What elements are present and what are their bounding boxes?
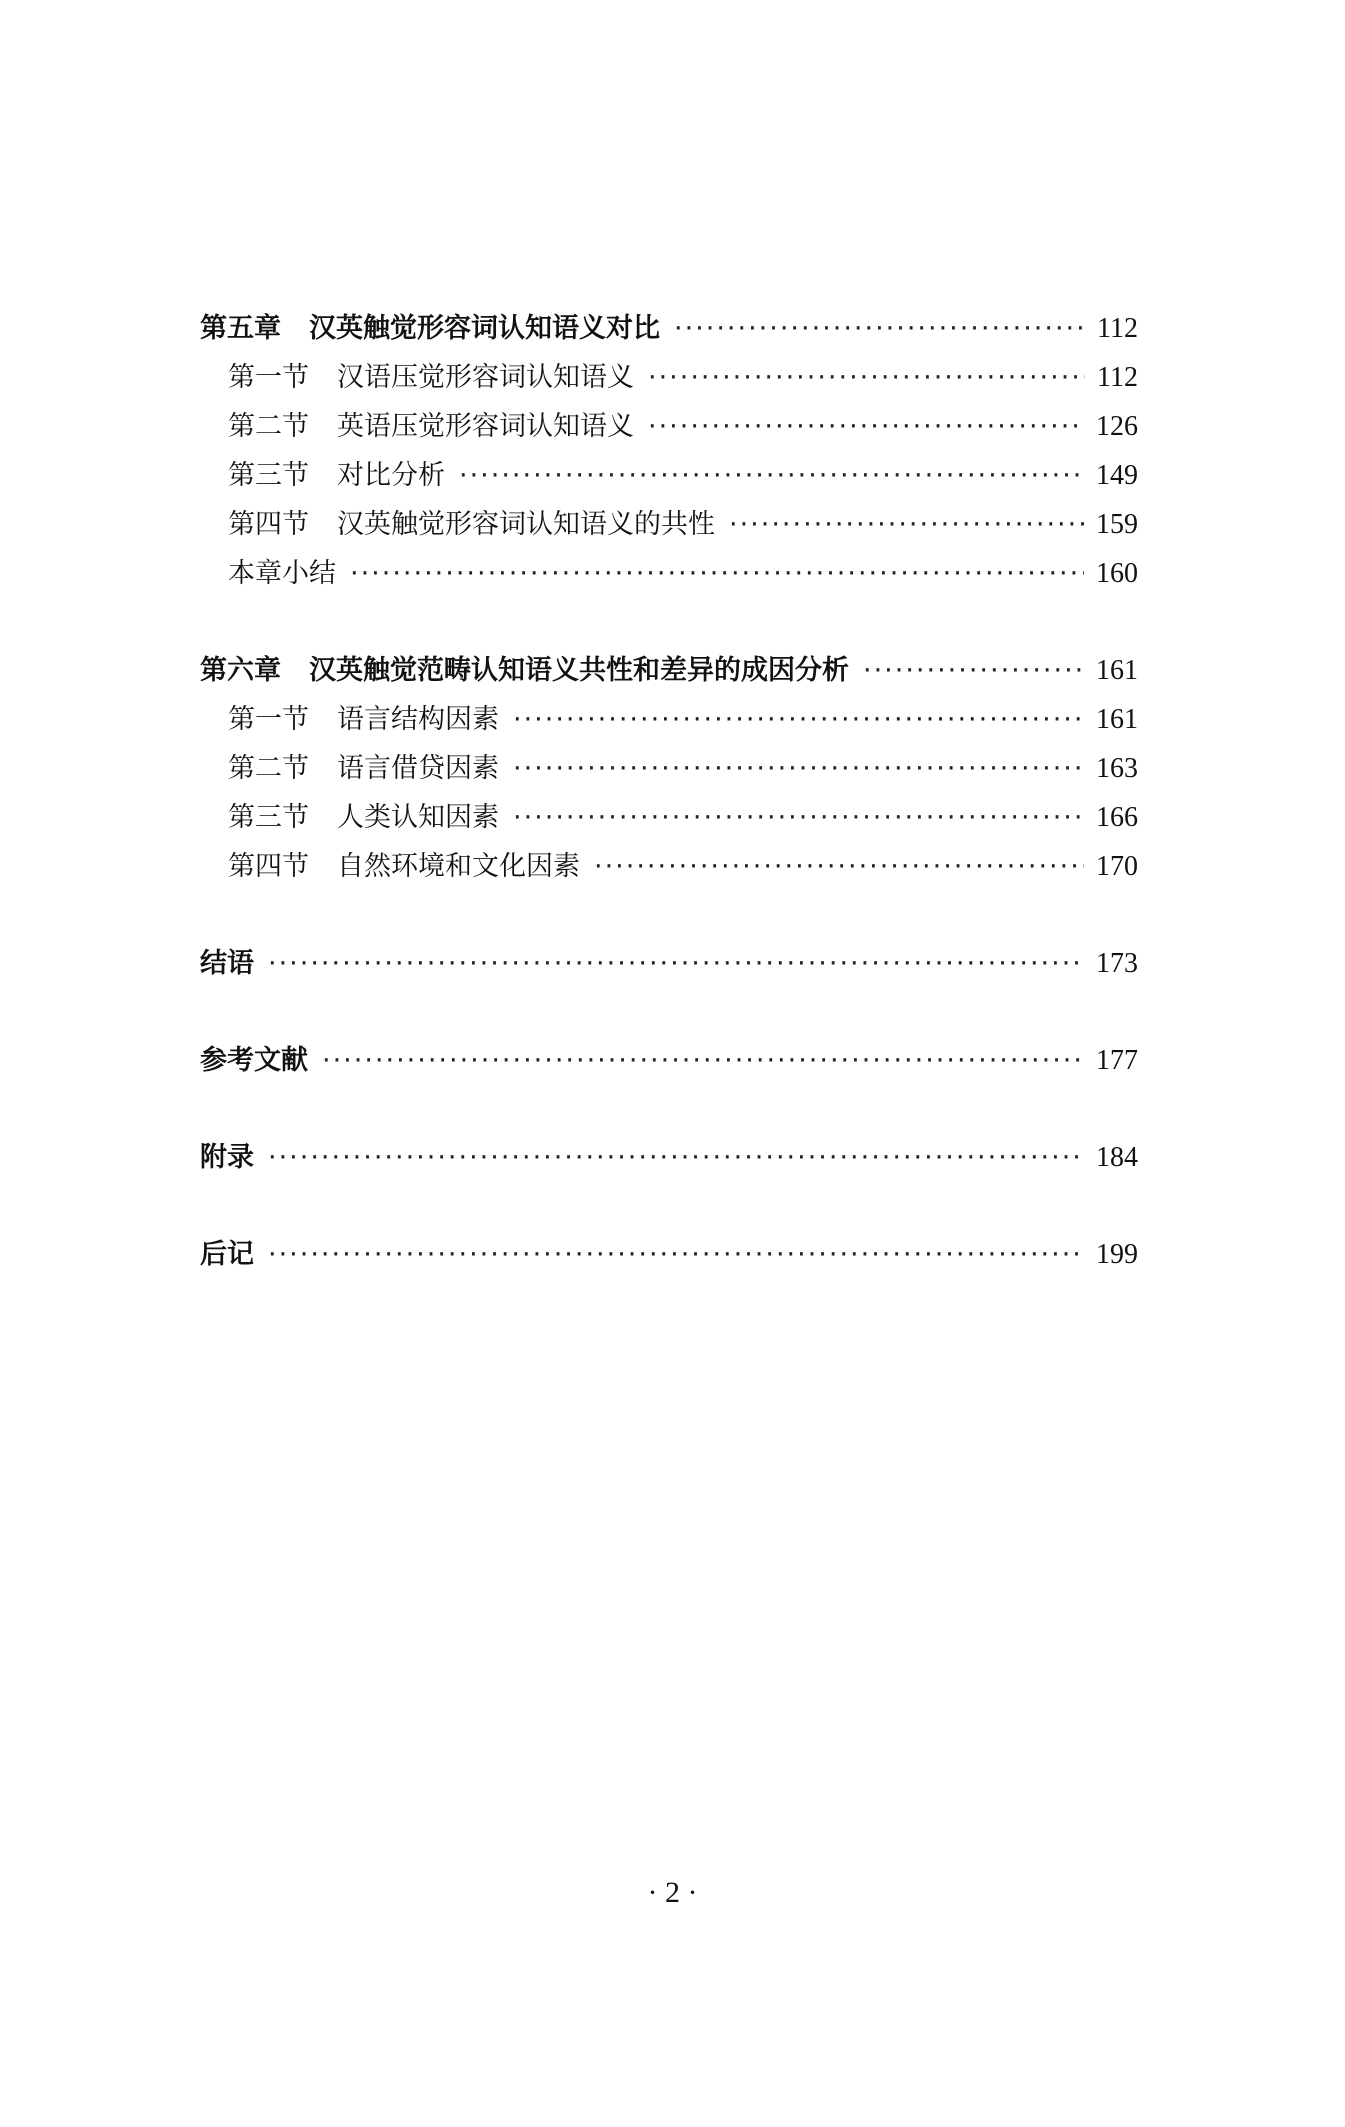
page-ref: 160 [1096, 558, 1138, 589]
toc-entry-chapter-summary[interactable] [200, 549, 1138, 598]
section-label: 第四节 [228, 851, 309, 882]
page-ref: 170 [1096, 851, 1138, 882]
table-of-contents [200, 304, 1138, 1327]
entry-title: 结语 [200, 948, 254, 979]
section-label: 第一节 [228, 362, 309, 393]
chapter-5-group [200, 304, 1138, 598]
page-ref: 199 [1096, 1239, 1138, 1270]
dot-leader [268, 1133, 1084, 1182]
toc-entry-section[interactable] [200, 500, 1138, 549]
toc-entry-appendix[interactable] [200, 1133, 1138, 1182]
section-title: 汉语压觉形容词认知语义 [337, 362, 634, 393]
page-ref: 177 [1096, 1045, 1138, 1076]
toc-entry-section[interactable] [200, 695, 1138, 744]
dot-leader [513, 695, 1084, 744]
dot-leader [459, 451, 1084, 500]
page-ref: 163 [1096, 753, 1138, 784]
chapter-label: 第六章 [200, 655, 281, 686]
page-ref: 173 [1096, 948, 1138, 979]
section-title: 人类认知因素 [337, 802, 499, 833]
toc-entry-postscript[interactable] [200, 1230, 1138, 1279]
section-label: 第四节 [228, 509, 309, 540]
dot-leader [513, 744, 1084, 793]
appendix-group [200, 1133, 1138, 1182]
page-number: · 2 · [647, 1876, 698, 1909]
toc-entry-chapter-5[interactable] [200, 304, 1138, 353]
dot-leader [350, 549, 1084, 598]
section-label: 第二节 [228, 753, 309, 784]
page-ref: 149 [1096, 460, 1138, 491]
page-ref: 126 [1096, 411, 1138, 442]
dot-leader [513, 793, 1084, 842]
page-ref: 166 [1096, 802, 1138, 833]
dot-leader [863, 646, 1084, 695]
dot-leader [322, 1036, 1084, 1085]
entry-title: 附录 [200, 1142, 254, 1173]
toc-entry-references[interactable] [200, 1036, 1138, 1085]
toc-entry-section[interactable] [200, 842, 1138, 891]
toc-entry-section[interactable] [200, 402, 1138, 451]
section-label: 第二节 [228, 411, 309, 442]
section-label: 第一节 [228, 704, 309, 735]
chapter-label: 第五章 [200, 313, 281, 344]
page-ref: 161 [1096, 704, 1138, 735]
toc-entry-section[interactable] [200, 353, 1138, 402]
section-label: 第三节 [228, 460, 309, 491]
section-label: 第三节 [228, 802, 309, 833]
chapter-6-group [200, 646, 1138, 891]
references-group [200, 1036, 1138, 1085]
postscript-group [200, 1230, 1138, 1279]
entry-title: 后记 [200, 1239, 254, 1270]
toc-entry-section[interactable] [200, 744, 1138, 793]
dot-leader [268, 939, 1084, 988]
toc-entry-section[interactable] [200, 793, 1138, 842]
section-title: 语言结构因素 [337, 704, 499, 735]
dot-leader [648, 353, 1085, 402]
dot-leader [729, 500, 1084, 549]
dot-leader [648, 402, 1084, 451]
section-title: 英语压觉形容词认知语义 [337, 411, 634, 442]
dot-leader [268, 1230, 1084, 1279]
dot-leader [674, 304, 1085, 353]
toc-entry-conclusion[interactable] [200, 939, 1138, 988]
page-ref: 184 [1096, 1142, 1138, 1173]
section-title: 对比分析 [337, 460, 445, 491]
conclusion-group [200, 939, 1138, 988]
chapter-title: 汉英触觉范畴认知语义共性和差异的成因分析 [309, 655, 849, 686]
dot-leader [594, 842, 1084, 891]
page-ref: 159 [1096, 509, 1138, 540]
section-title: 自然环境和文化因素 [337, 851, 580, 882]
page-ref: 112 [1097, 362, 1138, 393]
entry-title: 参考文献 [200, 1045, 308, 1076]
page-ref: 112 [1097, 313, 1138, 344]
section-title: 汉英触觉形容词认知语义的共性 [337, 509, 715, 540]
section-title: 语言借贷因素 [337, 753, 499, 784]
toc-entry-section[interactable] [200, 451, 1138, 500]
section-title: 本章小结 [228, 558, 336, 589]
page-ref: 161 [1096, 655, 1138, 686]
chapter-title: 汉英触觉形容词认知语义对比 [309, 313, 660, 344]
toc-entry-chapter-6[interactable] [200, 646, 1138, 695]
